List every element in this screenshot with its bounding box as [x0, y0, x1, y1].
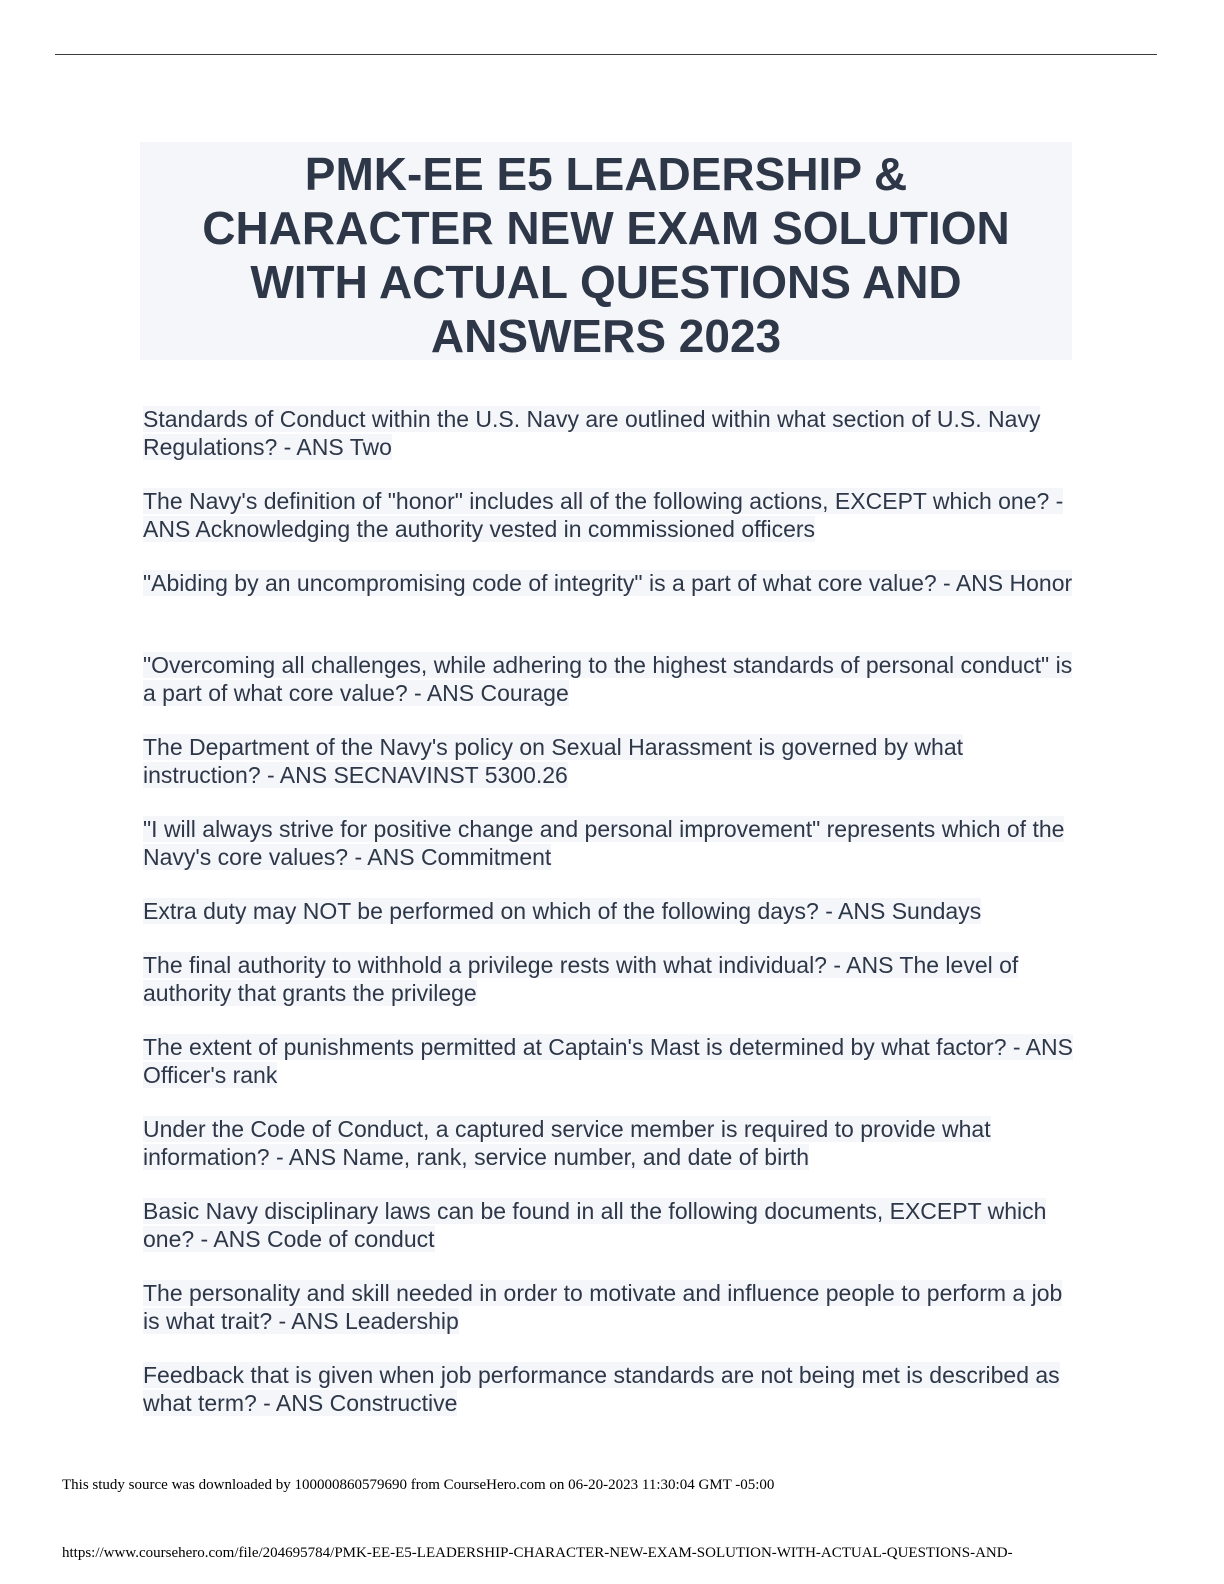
qa-list	[143, 405, 1083, 1443]
title-line-3: WITH ACTUAL QUESTIONS AND	[250, 256, 962, 308]
qa-item	[143, 405, 1083, 461]
qa-text: Extra duty may NOT be performed on which of the following days? - ANS Sundays	[143, 898, 982, 924]
qa-item	[143, 1115, 1083, 1171]
qa-text: The personality and skill needed in order to motivate and influence people to perform a job is what trait? - ANS Leadership	[143, 1280, 1063, 1334]
qa-text: Under the Code of Conduct, a captured service member is required to provide what information? - ANS Name, rank, service number, and date of birth	[143, 1116, 991, 1170]
qa-text: Standards of Conduct within the U.S. Navy are outlined within what section of U.S. Navy Regulations? - ANS Two	[143, 406, 1041, 460]
qa-text: The final authority to withhold a privilege rests with what individual? - ANS The level of authority that grants the privilege	[143, 952, 1019, 1006]
qa-text: "I will always strive for positive change and personal improvement" represents which of the Navy's core values? - ANS Commitment	[143, 816, 1065, 870]
title-line-2: CHARACTER NEW EXAM SOLUTION	[202, 202, 1010, 254]
title-box	[140, 142, 1072, 360]
title-line-1: PMK-EE E5 LEADERSHIP &	[304, 148, 908, 200]
qa-item	[143, 651, 1083, 707]
qa-text: Feedback that is given when job performance standards are not being met is described as what term? - ANS Constructive	[143, 1362, 1060, 1416]
qa-item	[143, 569, 1083, 625]
qa-item	[143, 815, 1083, 871]
top-rule	[55, 54, 1157, 55]
footer-url[interactable]: https://www.coursehero.com/file/204695784/PMK-EE-E5-LEADERSHIP-CHARACTER-NEW-EXAM-SOLUTION-WITH-ACTUAL-QUESTIONS-AND-	[62, 1545, 1013, 1561]
qa-item	[143, 1033, 1083, 1089]
qa-item	[143, 733, 1083, 789]
qa-item	[143, 951, 1083, 1007]
footer-source-line: This study source was downloaded by 100000860579690 from CourseHero.com on 06-20-2023 11:30:04 GMT -05:00	[62, 1477, 775, 1493]
qa-text: "Abiding by an uncompromising code of integrity" is a part of what core value? - ANS Honor	[143, 570, 1073, 596]
qa-item	[143, 1197, 1083, 1253]
document-title	[140, 147, 1072, 363]
qa-item	[143, 1279, 1083, 1335]
qa-item	[143, 1361, 1083, 1417]
title-line-4: ANSWERS 2023	[430, 310, 782, 362]
qa-text: The Navy's definition of "honor" includes all of the following actions, EXCEPT which one? - ANS Acknowledging the authority vested in commissioned officers	[143, 488, 1064, 542]
qa-item	[143, 487, 1083, 543]
qa-item	[143, 897, 1083, 925]
qa-text: Basic Navy disciplinary laws can be found in all the following documents, EXCEPT which one? - ANS Code of conduct	[143, 1198, 1047, 1252]
qa-text: The Department of the Navy's policy on Sexual Harassment is governed by what instruction? - ANS SECNAVINST 5300.26	[143, 734, 964, 788]
qa-text: The extent of punishments permitted at Captain's Mast is determined by what factor? - ANS Officer's rank	[143, 1034, 1073, 1088]
qa-text: "Overcoming all challenges, while adhering to the highest standards of personal conduct" is a part of what core value? - ANS Courage	[143, 652, 1073, 706]
